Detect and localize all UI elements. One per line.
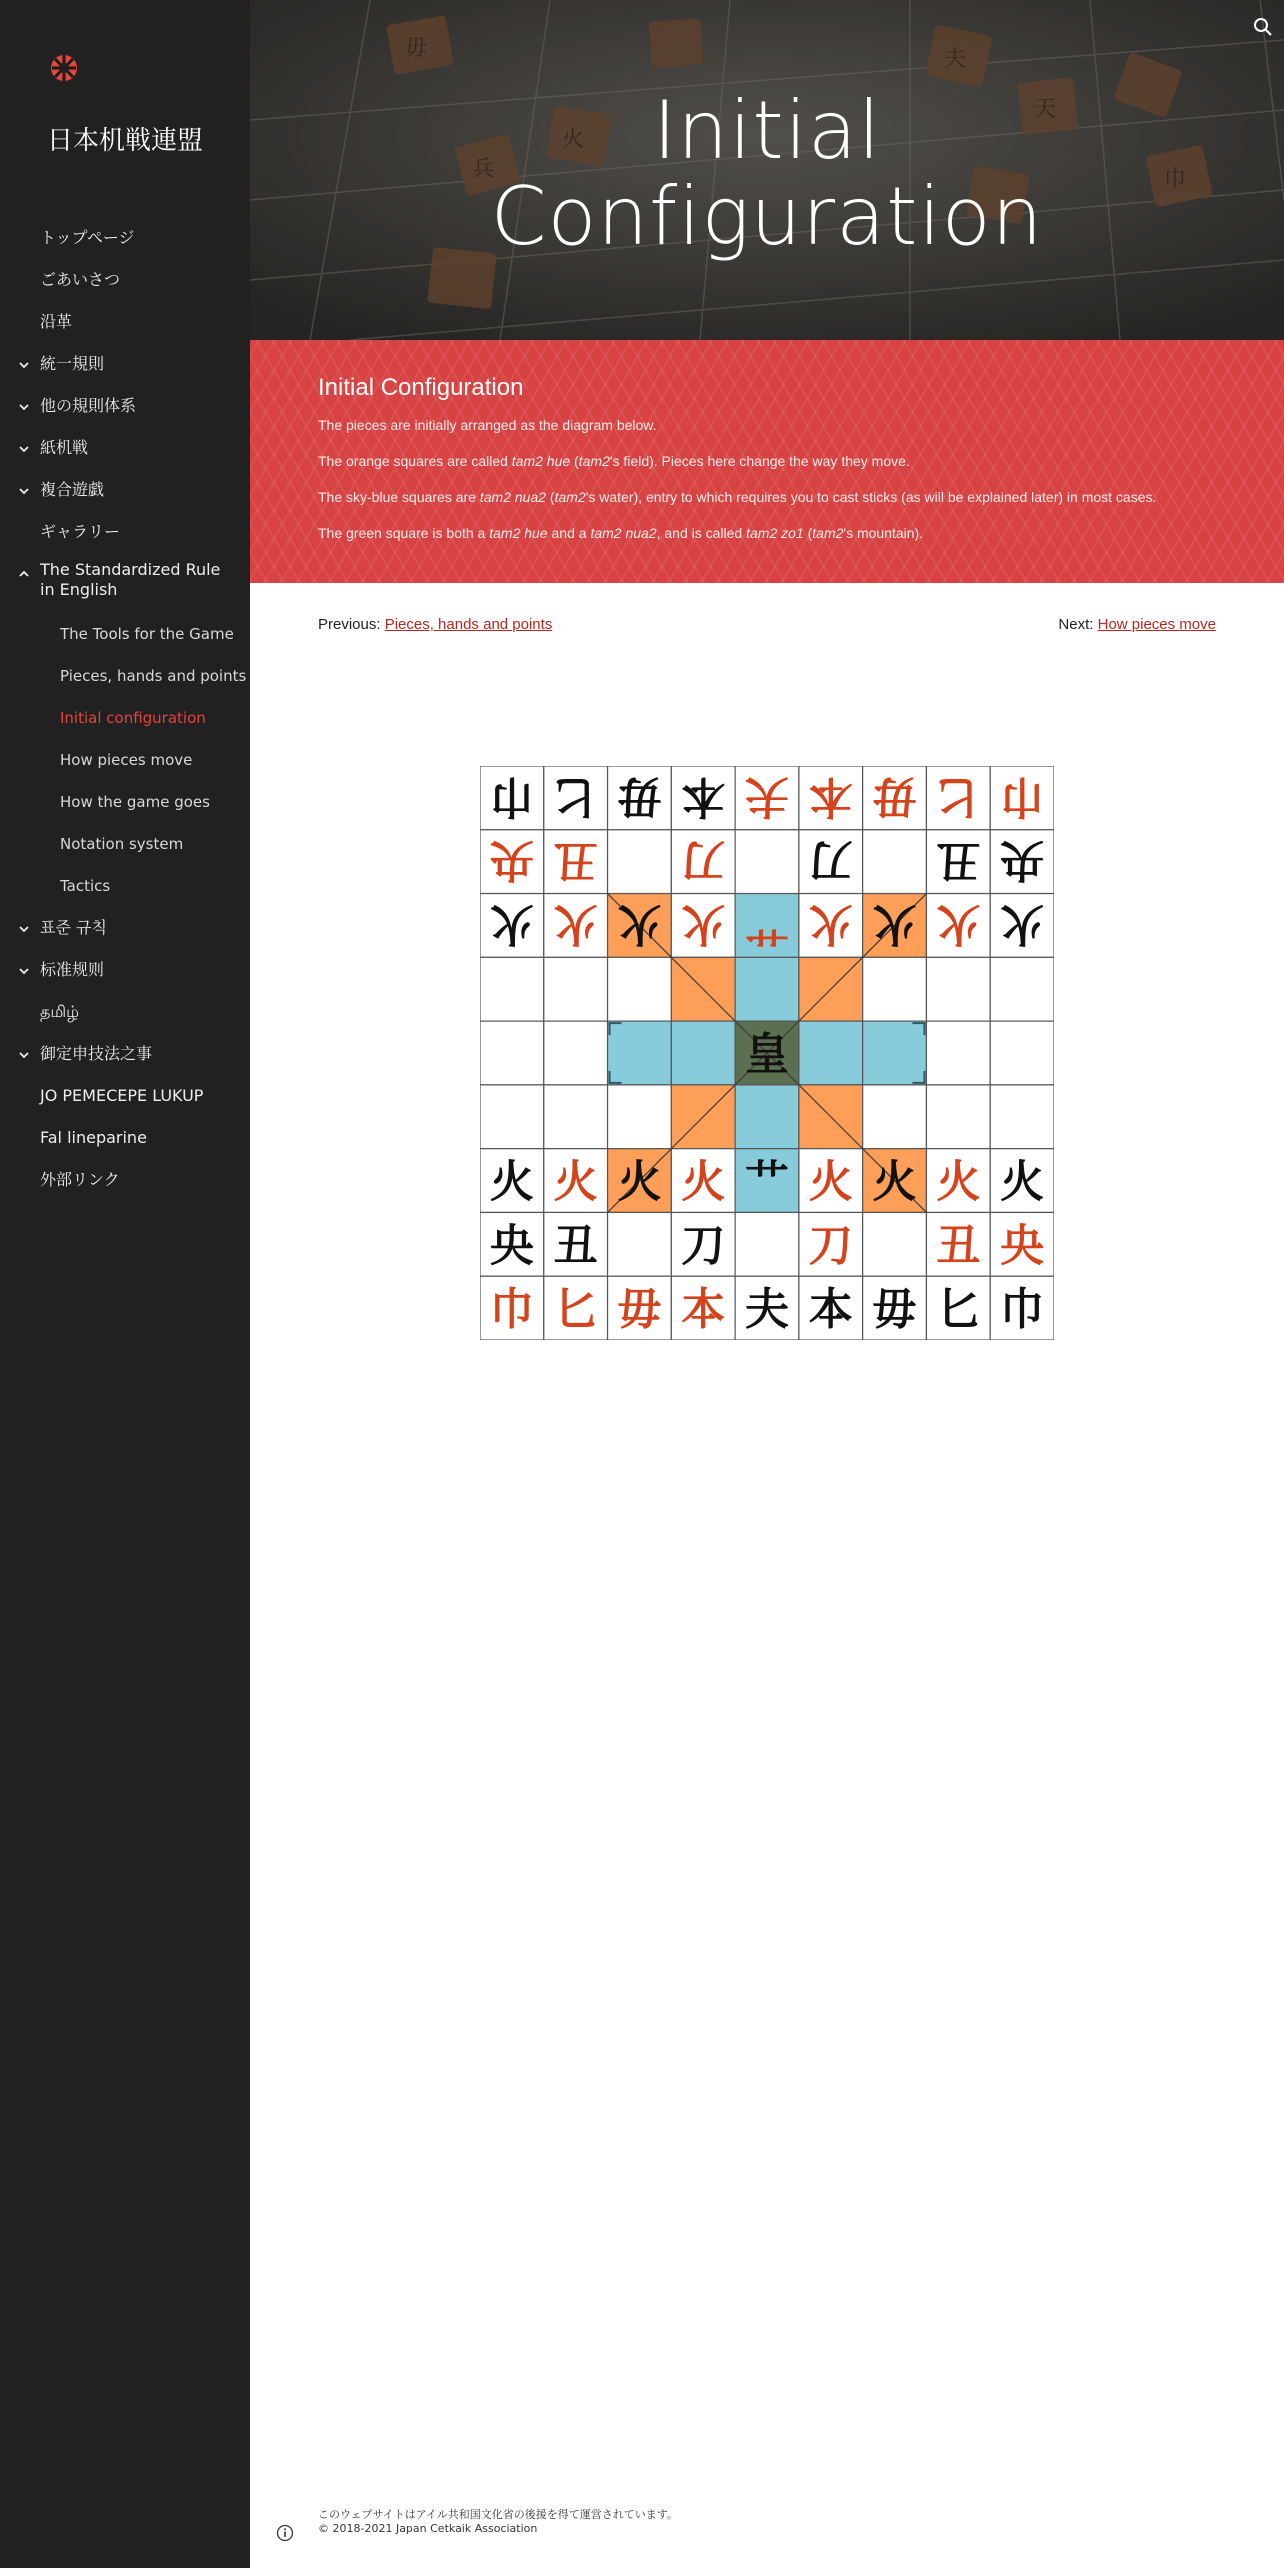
board-piece[interactable]: ⽕ (553, 898, 598, 950)
board-square[interactable] (863, 1085, 927, 1149)
board-piece[interactable]: ⽕ (872, 898, 917, 950)
board-piece[interactable]: 夫 (745, 1284, 789, 1336)
sidebar-item-21[interactable] (0, 1120, 250, 1162)
board-piece[interactable]: 央 (489, 1220, 534, 1272)
chevron-down-icon[interactable] (18, 923, 30, 935)
sidebar-item-8[interactable] (0, 556, 250, 616)
sidebar-item-label: The Tools for the Game (60, 625, 234, 643)
sidebar-item-label: 표준 규칙 (40, 918, 107, 937)
sidebar-item-12[interactable] (0, 742, 250, 784)
board-piece[interactable]: 毋 (617, 770, 662, 822)
next-page: Next: How pieces move (1058, 616, 1216, 633)
board-piece[interactable]: ⽕ (872, 1156, 917, 1208)
svg-text:夫: 夫 (944, 47, 967, 72)
board-piece[interactable]: 丑 (553, 834, 598, 886)
board-piece[interactable]: 丑 (936, 834, 981, 886)
search-icon[interactable] (1252, 16, 1274, 38)
board-piece[interactable]: ⽕ (681, 1156, 726, 1208)
blue-squares-paragraph: The sky-blue squares are tam2 nua2 (tam2's water), entry to which requires you to cast sticks (as will be explained later) in most cases. (318, 489, 1157, 505)
board-piece[interactable]: ⽕ (936, 1156, 981, 1208)
svg-text:火: 火 (562, 127, 585, 152)
chevron-down-icon[interactable] (18, 965, 30, 977)
board-piece[interactable]: 巾 (489, 770, 534, 822)
sidebar-item-label: Initial configuration (60, 709, 206, 727)
board-square[interactable] (544, 957, 608, 1021)
svg-text:巾: 巾 (1164, 167, 1187, 192)
sidebar-item-13[interactable] (0, 784, 250, 826)
board-square[interactable] (608, 1085, 672, 1149)
board-piece[interactable]: 央 (1000, 1220, 1045, 1272)
sidebar-item-4[interactable] (0, 388, 250, 430)
sidebar-item-label: Fal lineparine (40, 1128, 147, 1147)
board-piece[interactable]: 巾 (1000, 770, 1045, 822)
sidebar-item-label: ごあいさつ (40, 270, 121, 289)
sidebar-item-3[interactable] (0, 346, 250, 388)
board-square[interactable] (926, 1021, 990, 1085)
board-square[interactable] (926, 1085, 990, 1149)
board-piece[interactable]: 夫 (745, 770, 789, 822)
board-piece[interactable]: 本 (681, 770, 726, 822)
board-piece[interactable]: ⼔ (936, 770, 981, 822)
sidebar (0, 0, 250, 2568)
sidebar-item-0[interactable] (0, 220, 250, 262)
board-square[interactable] (480, 957, 544, 1021)
previous-page: Previous: Pieces, hands and points (318, 616, 553, 633)
board-piece[interactable]: ⽕ (808, 898, 853, 950)
sidebar-item-17[interactable] (0, 952, 250, 994)
section-heading: Initial Configuration (318, 374, 524, 401)
board-piece[interactable]: 央 (489, 834, 534, 886)
sidebar-item-19[interactable] (0, 1036, 250, 1078)
board-piece[interactable]: ⼑ (681, 1220, 726, 1272)
board-piece[interactable]: ⽕ (617, 898, 662, 950)
board-piece[interactable]: ⼑ (808, 834, 853, 886)
chevron-down-icon[interactable] (18, 359, 30, 371)
board-piece[interactable]: ⽕ (489, 898, 534, 950)
board-piece[interactable]: 艹 (745, 1156, 789, 1208)
sidebar-item-5[interactable] (0, 430, 250, 472)
board-square[interactable] (735, 1212, 799, 1276)
chevron-down-icon[interactable] (18, 1049, 30, 1061)
sidebar-item-label: தமிழ் (40, 1002, 80, 1021)
board-square[interactable] (608, 957, 672, 1021)
board-square[interactable] (990, 1085, 1054, 1149)
board-square[interactable] (735, 957, 799, 1021)
page-title: Initial Configuration (490, 84, 1044, 263)
sidebar-item-9[interactable] (0, 616, 250, 658)
board-square[interactable] (799, 1021, 863, 1085)
chevron-down-icon[interactable] (18, 443, 30, 455)
sidebar-item-1[interactable] (0, 262, 250, 304)
initial-configuration-board (480, 766, 1054, 1340)
intro-section (250, 340, 1284, 583)
chevron-down-icon[interactable] (18, 485, 30, 497)
board-piece[interactable]: 皇 (745, 1029, 789, 1080)
board-square[interactable] (990, 1021, 1054, 1085)
sidebar-item-label: 他の規則体系 (40, 396, 137, 415)
board-piece[interactable]: ⽕ (1000, 898, 1045, 950)
orange-squares-paragraph: The orange squares are called tam2 hue (tam2's field). Pieces here change the way they move. (318, 453, 910, 469)
sidebar-item-label: Notation system (60, 835, 184, 853)
sidebar-item-label: 複合遊戯 (40, 480, 105, 499)
board-square[interactable] (863, 957, 927, 1021)
sidebar-item-label: 沿革 (40, 312, 73, 331)
sidebar-nav (0, 220, 250, 1204)
board-square[interactable] (480, 1085, 544, 1149)
svg-text:兵: 兵 (472, 157, 495, 182)
board-piece[interactable]: ⽕ (1000, 1156, 1045, 1208)
sidebar-item-18[interactable] (0, 994, 250, 1036)
board-square[interactable] (863, 1212, 927, 1276)
board-square[interactable] (990, 957, 1054, 1021)
header-banner (250, 0, 1284, 340)
sidebar-item-label: 外部リンク (40, 1170, 120, 1189)
svg-text:天: 天 (1034, 97, 1057, 122)
sidebar-item-11[interactable] (0, 700, 250, 742)
intro-paragraph: The pieces are initially arranged as the diagram below. (318, 417, 657, 433)
chevron-up-icon[interactable] (18, 568, 30, 580)
board-piece[interactable]: ⼔ (553, 770, 598, 822)
board-piece[interactable]: ⼔ (553, 1284, 598, 1336)
sidebar-item-label: トップページ (40, 228, 135, 247)
board-piece[interactable]: 毋 (617, 1284, 662, 1336)
sidebar-item-label: Pieces, hands and points (60, 667, 247, 685)
sidebar-item-label: 統一規則 (40, 354, 105, 373)
info-icon[interactable] (276, 2524, 294, 2542)
sidebar-item-7[interactable] (0, 514, 250, 556)
board-square[interactable] (608, 1212, 672, 1276)
board-square[interactable] (608, 1021, 672, 1085)
board-piece[interactable]: ⽕ (808, 1156, 853, 1208)
footer-sponsor-text: このウェブサイトはアイル共和国文化省の後援を得て運営されています。 (318, 2508, 678, 2521)
chevron-down-icon[interactable] (18, 401, 30, 413)
board-piece[interactable]: 艹 (745, 898, 789, 950)
board-piece[interactable]: ⼔ (936, 1284, 981, 1336)
sidebar-item-22[interactable] (0, 1162, 250, 1204)
board-piece[interactable]: ⼑ (681, 834, 726, 886)
sidebar-item-label: 标准规则 (40, 960, 105, 979)
sidebar-item-20[interactable] (0, 1078, 250, 1120)
board-piece[interactable]: 巾 (489, 1284, 534, 1336)
sidebar-item-6[interactable] (0, 472, 250, 514)
sidebar-item-15[interactable] (0, 868, 250, 910)
previous-page-link[interactable]: Pieces, hands and points (384, 616, 553, 633)
sidebar-item-label: The Standardized Rule in English (40, 560, 221, 599)
site-logo-icon[interactable] (44, 48, 84, 88)
board-piece[interactable]: 丑 (936, 1220, 981, 1272)
board-square[interactable] (608, 830, 672, 894)
board-piece[interactable]: ⽕ (553, 1156, 598, 1208)
board-piece[interactable]: 本 (808, 1284, 853, 1336)
board-square[interactable] (671, 1021, 735, 1085)
sidebar-item-16[interactable] (0, 910, 250, 952)
sidebar-item-label: 紙机戦 (40, 438, 89, 457)
sidebar-item-label: ギャラリー (40, 522, 121, 541)
board-piece[interactable]: 巾 (1000, 1284, 1045, 1336)
board-piece[interactable]: 毋 (872, 770, 917, 822)
board-piece[interactable]: ⽕ (681, 898, 726, 950)
green-square-paragraph: The green square is both a tam2 hue and a tam2 nua2, and is called tam2 zo1 (tam2's mountain). (318, 525, 924, 541)
sidebar-item-label: JO PEMECEPE LUKUP (40, 1086, 204, 1105)
board-piece[interactable]: ⽕ (489, 1156, 534, 1208)
sidebar-item-10[interactable] (0, 658, 250, 700)
board-piece[interactable]: 本 (681, 1284, 726, 1336)
sidebar-item-label: How pieces move (60, 751, 193, 769)
board-square[interactable] (926, 957, 990, 1021)
board-piece[interactable]: 央 (1000, 834, 1045, 886)
footer (318, 2508, 678, 2536)
site-title[interactable]: 日本机戦連盟 (46, 126, 203, 156)
sidebar-item-label: Tactics (60, 877, 111, 895)
sidebar-item-label: 御定申技法之事 (40, 1044, 153, 1063)
board-square[interactable] (735, 1085, 799, 1149)
board-square[interactable] (480, 1021, 544, 1085)
sidebar-item-2[interactable] (0, 304, 250, 346)
board-square[interactable] (544, 1021, 608, 1085)
board-square[interactable] (735, 830, 799, 894)
board-square[interactable] (863, 830, 927, 894)
board-piece[interactable]: ⽕ (617, 1156, 662, 1208)
board-square[interactable] (863, 1021, 927, 1085)
board-piece[interactable]: ⽕ (936, 898, 981, 950)
footer-copyright: © 2018-2021 Japan Cetkaik Association (318, 2522, 538, 2535)
svg-text:毋: 毋 (405, 36, 428, 61)
sidebar-item-label: How the game goes (60, 793, 210, 811)
board-piece[interactable]: 丑 (553, 1220, 598, 1272)
sidebar-item-14[interactable] (0, 826, 250, 868)
board-piece[interactable]: ⼑ (808, 1220, 853, 1272)
board-piece[interactable]: 本 (808, 770, 853, 822)
board-square[interactable] (544, 1085, 608, 1149)
next-page-link[interactable]: How pieces move (1097, 616, 1216, 633)
board-piece[interactable]: 毋 (872, 1284, 917, 1336)
